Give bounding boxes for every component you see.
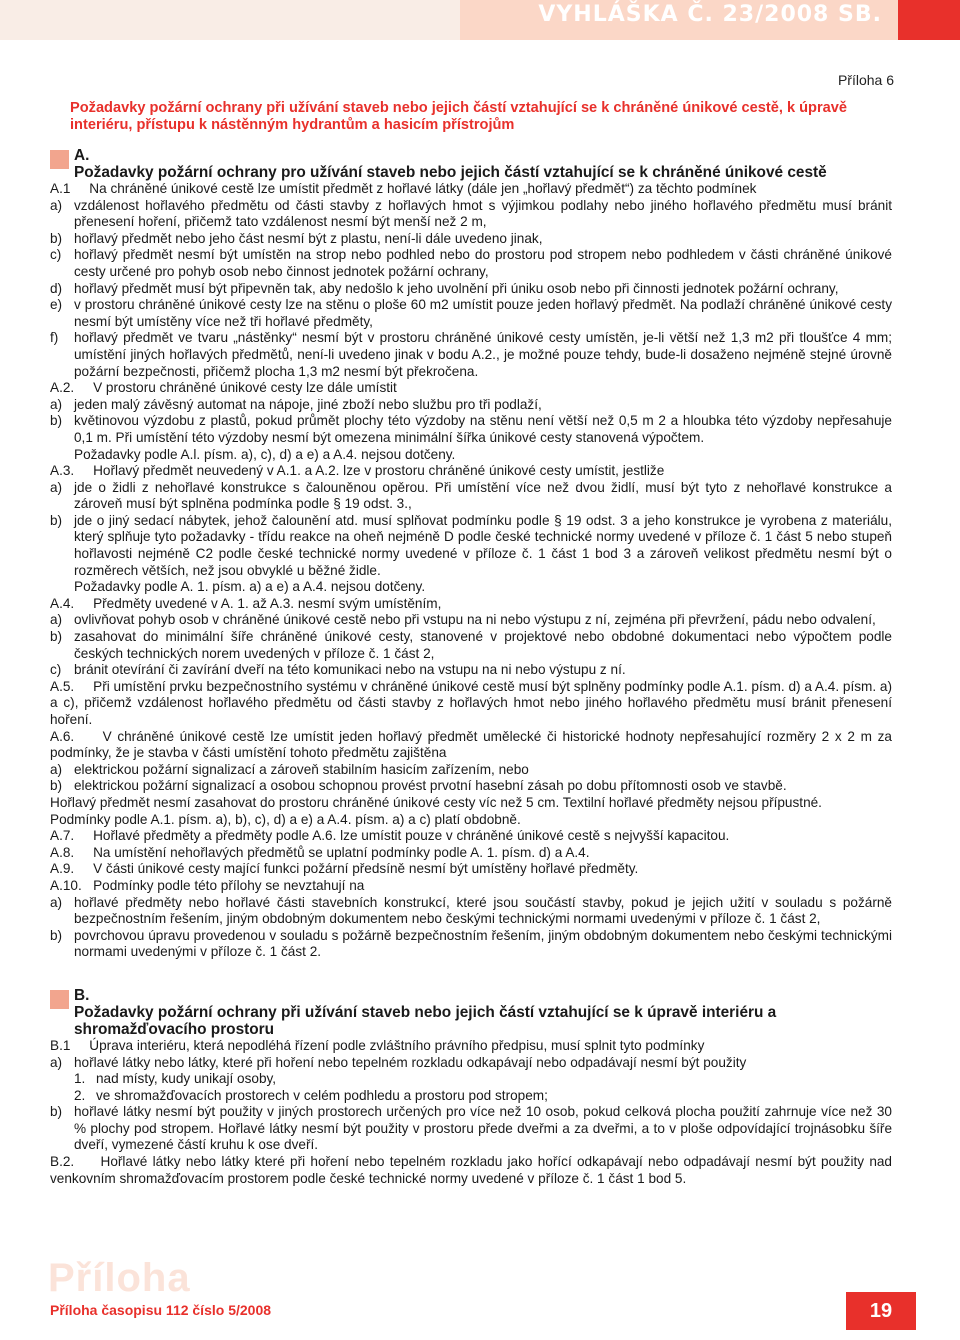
document-body [50, 100, 896, 1187]
list-item-text: hořlavé látky nesmí být použity v jiných prostorech určených pro více než 10 osob, pokud celková plocha použití zahrnuje více než 30 % plochy pod stropem. Hořlavé látky nesmí být použity v prostoru přede dveřmi a za dveřmi, a to v ploše odpovídající trojnásobku šíře dveří, vymezené částí kruhu k ose dveří. [74, 1104, 892, 1153]
numbered-subitem [50, 1071, 892, 1088]
list-item [50, 231, 892, 248]
note-paragraph: Požadavky podle A.l. písm. a), c), d) a e) a A.4. nejsou dotčeny. [74, 446, 456, 462]
list-item-label: b) [50, 1104, 63, 1120]
paragraph: A.5. Při umístění prvku bezpečnostního systému v chráněné únikové cestě musí být splněny podmínky podle A.1. písm. d) a A.4. písm. a) a c), přičemž vzdálenost hořlavého předmětu od části stavby z hořlavých hmot nebo jiného hořlavého předmětu musí bránit přenesení hoření. [50, 678, 896, 727]
list-item-label: d) [50, 280, 63, 296]
paragraph: A.7. Hořlavé předměty a předměty podle A.6. lze umístit pouze v chráněné únikové cestě s nejvyšší kapacitou. [50, 828, 730, 844]
list-item [50, 281, 892, 298]
main-heading: Požadavky požární ochrany při užívání staveb nebo jejich částí vztahující se k chráněné únikové cestě, k úpravě interiéru, přístupu k nástěnným hydrantům a hasicím přístrojům [70, 100, 848, 133]
paragraph: A.2. V prostoru chráněné únikové cesty lze dále umístit [50, 380, 397, 396]
note-paragraph: Požadavky podle A. 1. písm. a) a e) a A.4. nejsou dotčeny. [74, 579, 426, 595]
list-item-text: v prostoru chráněné únikové cesty lze na stěnu o ploše 60 m2 umístit pouze jeden hořlavý předmět. Na podlaží chráněné únikové cesty nesmí být umístěny více než tři hořlavé předměty, [74, 297, 892, 329]
list-item-label: a) [50, 479, 63, 495]
list-item-text: elektrickou požární signalizací a osobou schopnou provést prvotní hasební zásah po dobu přítomnosti osob ve stavbě. [74, 778, 787, 794]
list-item-label: 2. [74, 1087, 86, 1103]
list-item-label: b) [50, 629, 63, 645]
list-item-text: hořlavé předměty nebo hořlavé části stavebních konstrukcí, které jsou součástí stavby, pokud je jejich užití v souladu s požárně bezpečnostním řešením, jiným obdobným dokumentem nebo českými technickými normami uvedenými v příloze č. 1 část 2, [74, 894, 892, 927]
paragraph: B.2. Hořlavé látky nebo látky které při hoření nebo tepelném rozkladu jako hořící odkapávají nebo odpadávají nesmí být použity nad venkovním shromažďovacím prostorem podle české technické normy uvedené v příloze č. 1 část 1 bod 5. [50, 1154, 896, 1186]
paragraph: A.10. Podmínky podle této přílohy se nevztahují na [50, 877, 365, 893]
section-letter: A. [74, 147, 90, 164]
list-item [50, 1055, 892, 1072]
paragraph: A.4. Předměty uvedené v A. 1. až A.3. nesmí svým umístěním, [50, 595, 442, 611]
numbered-subitem [50, 1088, 892, 1105]
list-item-label: a) [50, 612, 63, 628]
paragraph: A.8. Na umístění nehořlavých předmětů se uplatní podmínky podle A. 1. písm. d) a A.4. [50, 844, 590, 860]
paragraph: A.3. Hořlavý předmět neuvedený v A.1. a A.2. lze v prostoru chráněné únikové cesty umístit, jestliže [50, 463, 665, 479]
section-marker [50, 150, 69, 169]
section-title: Požadavky požární ochrany pro užívání staveb nebo jejich částí vztahující se k chráněné únikové cestě [74, 164, 827, 181]
list-item-text: hořlavé látky nebo látky, které při hoření nebo tepelném rozkladu odkapávají nebo odpadávají nesmí být použity [74, 1054, 747, 1070]
section-a-heading [50, 147, 892, 181]
section-a-body [50, 181, 896, 961]
list-item-text: vzdálenost hořlavého předmětu od části stavby z hořlavých hmot s výjimkou podlahy nebo jiného hořlavého předmětu musí bránit přenesení hoření, přičemž tato vzdálenost nesmí být menší než 2 m, [74, 197, 892, 230]
section-title: Požadavky požární ochrany při užívání staveb nebo jejich částí vztahující se k úpravě interiéru a shromažďovacího prostoru [74, 1003, 777, 1038]
list-item-label: a) [50, 197, 63, 213]
list-item [50, 662, 892, 679]
section-b-heading [50, 987, 892, 1038]
list-item-text: hořlavý předmět nesmí být umístěn na strop nebo podhled nebo do prostoru pod stropem nebo podhledem v části chráněné únikové cesty určené pro pohyb osob nebo činnost jednotek požární ochrany, [74, 247, 892, 279]
list-item-text: jeden malý závěsný automat na nápoje, jiné zboží nebo službu pro tři podlaží, [74, 396, 542, 412]
list-item-label: b) [50, 512, 63, 528]
list-item [50, 513, 892, 579]
list-item [50, 928, 892, 961]
list-item-label: b) [50, 927, 63, 943]
section-marker [50, 990, 69, 1009]
list-item-label: c) [50, 247, 62, 263]
list-item-text: jde o židli z nehořlavé konstrukce s čalouněnou opěrou. Při umístění více než dvou židlí, musí být tyto z nehořlavé konstrukce a zároveň musí být splněna podmínka podle § 19 odst. 3., [74, 479, 892, 512]
list-item-text: nad místy, kudy unikají osoby, [96, 1071, 277, 1087]
list-item-text: hořlavý předmět musí být připevněn tak, aby nedošlo k jeho uvolnění při úniku osob nebo při činnosti jednotek požární ochrany, [74, 280, 839, 296]
list-item-label: e) [50, 297, 63, 313]
list-item-label: a) [50, 1054, 63, 1070]
page-number: 19 [846, 1292, 916, 1330]
list-item-label: f) [50, 330, 59, 346]
paragraph: Podmínky podle A.1. písm. a), b), c), d) a e) a A.4. písm. a) a c) platí obdobně. [50, 811, 521, 827]
footer-title: Příloha časopisu 112 číslo 5/2008 [50, 1302, 272, 1318]
list-item-text: jde o jiný sedací nábytek, jehož čalounění atd. musí splňovat podmínku podle § 19 odst. 3 a jeho konstrukce je vyrobena z materiálu, který splňuje tyto požadavky - třídu reakce na oheň nejméně D podle české technické normy uvedené v příloze č. 1 část 5 nebo stupeň hořlavosti nejméně C2 podle české technické normy uvedené v příloze č. 1 část 1 bod 3 a zároveň velikost předmětu nesmí být o rozměrech větších, než jsou obvyklé u běžné židle. [74, 512, 892, 578]
list-item [50, 629, 892, 662]
list-item [50, 297, 892, 330]
list-item [50, 778, 892, 795]
section-letter: B. [74, 986, 90, 1004]
list-item [50, 397, 892, 414]
paragraph: A.6. V chráněné únikové cestě lze umístit jeden hořlavý předmět umělecké či historické hodnoty nepřesahující rozměry 2 x 2 m za podmínky, že je stavba v části umístění tohoto předmětu zajištěna [50, 728, 896, 761]
list-item [50, 413, 892, 446]
list-item [50, 198, 892, 231]
list-item-label: c) [50, 662, 62, 678]
list-item-text: zasahovat do minimální šíře chráněné únikové cesty, stanovené v projektové nebo obdobné dokumentaci nebo výpočtem podle českých technických norem uvedených v příloze č. 1 část 2, [74, 629, 892, 661]
list-item-text: ovlivňovat pohyb osob v chráněné únikové cestě nebo při vstupu na ni nebo výstupu z ní, zejména při převržení, pádu nebo odvalení, [74, 612, 876, 628]
list-item-label: b) [50, 778, 63, 794]
paragraph: A.1 Na chráněné únikové cestě lze umístit předmět z hořlavé látky (dále jen „hořlavý předmět“) za těchto podmínek [50, 181, 757, 196]
header-title: VYHLÁŠKA Č. 23/2008 SB. [538, 2, 882, 27]
list-item-label: 1. [74, 1071, 86, 1087]
footer-watermark: Příloha [48, 1256, 191, 1300]
list-item-label: b) [50, 413, 63, 429]
list-item-text: hořlavý předmět ve tvaru „nástěnky“ nesmí být v prostoru chráněné únikové cesty umístěn, je-li větší než 1,3 m2 při tloušťce 4 mm; umístění jiných hořlavých předmětů, není-li uvedeno jinak v bodu A.2., je možné pouze tehdy, bude-li dosaženo nejméně stejné úrovně požární bezpečnosti, přičemž plocha 1,3 m2 nesmí být překročena. [74, 330, 892, 379]
list-item-label: a) [50, 894, 63, 910]
list-item [50, 762, 892, 779]
list-item [50, 1104, 892, 1154]
list-item [50, 612, 892, 629]
paragraph: B.1 Úprava interiéru, která nepodléhá řízení podle zvláštního právního předpisu, musí splnit tyto podmínky [50, 1037, 705, 1053]
appendix-label: Příloha 6 [837, 72, 894, 88]
list-item-text: povrchovou úpravu provedenou v souladu s požárně bezpečnostním řešením, jiným obdobným dokumentem nebo českými technickými normami uvedenými v příloze č. 1 část 2. [74, 927, 892, 960]
paragraph: A.9. V části únikové cesty mající funkci požární předsíně nesmí být umístěny hořlavé předměty. [50, 861, 639, 877]
list-item-label: a) [50, 396, 63, 412]
list-item-text: elektrickou požární signalizací a zároveň stabilním hasicím zařízením, nebo [74, 761, 529, 777]
paragraph: Hořlavý předmět nesmí zasahovat do prostoru chráněné únikové cesty víc než 5 cm. Textilní hořlavé předměty nejsou přípustné. [50, 794, 822, 810]
section-b-body [50, 1037, 896, 1187]
list-item-text: květinovou výzdobu z plastů, pokud průmět plochy této výzdoby na stěnu není větší než 0,5 m 2 a hloubka této výzdoby nepřesahuje 0,1 m. Při umístění této výzdoby nesmí být omezena minimální šířka únikové cesty stanovená výpočtem. [74, 413, 892, 445]
list-item [50, 247, 892, 280]
list-item [50, 895, 892, 928]
list-item [50, 480, 892, 513]
list-item-label: a) [50, 761, 63, 777]
list-item-text: hořlavý předmět nebo jeho část nesmí být z plastu, není-li dále uvedeno jinak, [74, 230, 543, 246]
list-item-text: ve shromažďovacích prostorech v celém podhledu a prostoru pod stropem; [96, 1087, 548, 1103]
header-accent-block [898, 0, 960, 40]
list-item-text: bránit otevírání či zavírání dveří na této komunikaci nebo na vstupu na ni nebo výstupu z ní. [74, 662, 626, 678]
list-item-label: b) [50, 230, 63, 246]
list-item [50, 330, 892, 380]
